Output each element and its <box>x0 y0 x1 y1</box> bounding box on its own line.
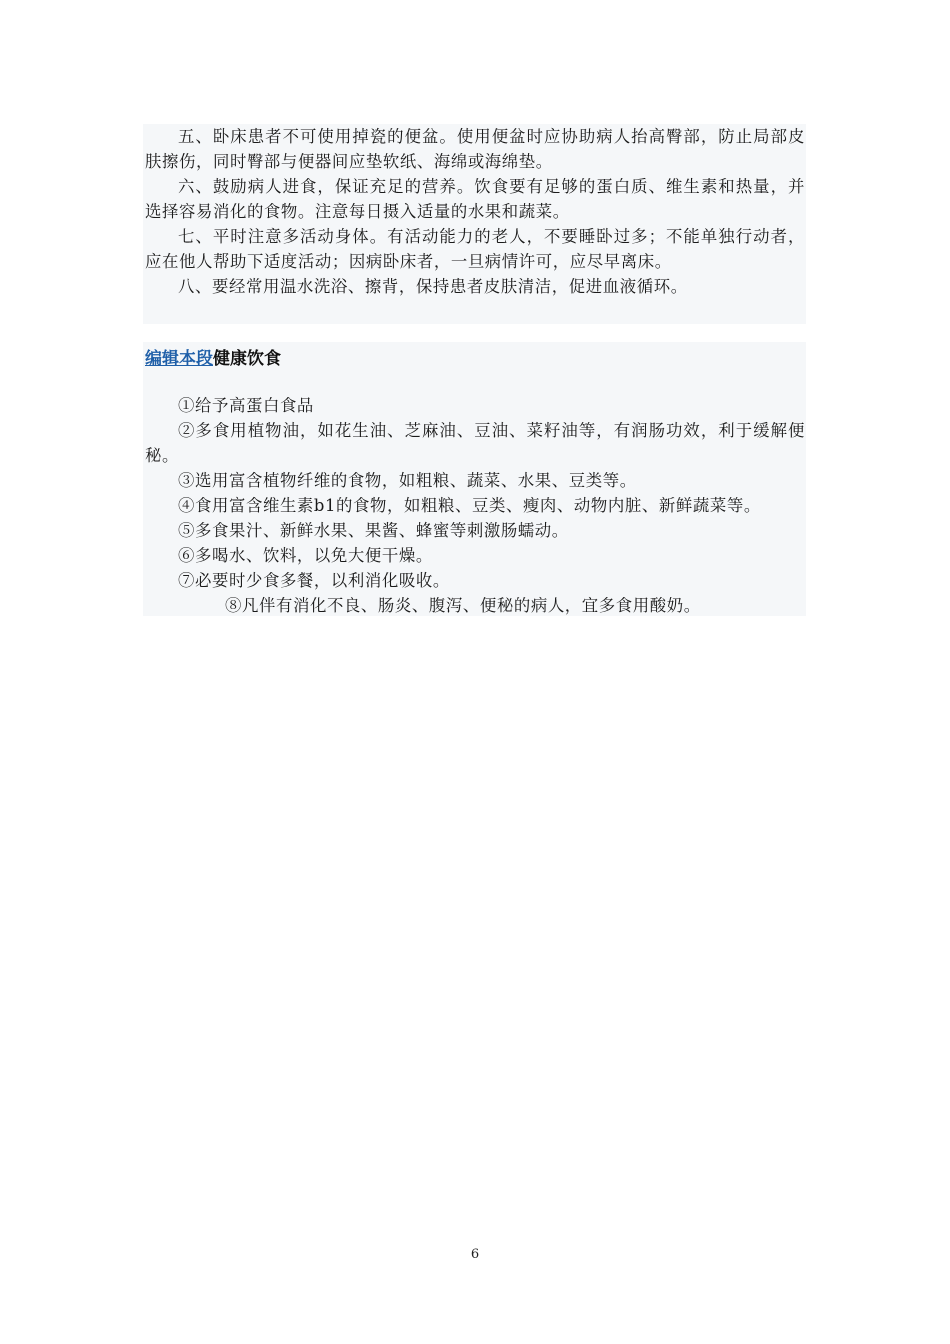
care-item-8: 八、要经常用温水洗浴、擦背，保持患者皮肤清洁，促进血液循环。 <box>178 277 688 296</box>
diet-item-2: ②多食用植物油，如花生油、芝麻油、豆油、菜籽油等，有润肠功效，利于缓解便秘。 <box>145 421 805 465</box>
diet-list <box>145 393 805 618</box>
diet-item-1: ①给予高蛋白食品 <box>178 396 314 415</box>
care-item-6: 六、鼓励病人进食，保证充足的营养。饮食要有足够的蛋白质、维生素和热量，并选择容易消化的食物。注意每日摄入适量的水果和蔬菜。 <box>145 177 805 221</box>
edit-section-link[interactable]: 编辑本段 <box>145 349 213 369</box>
diet-item-3: ③选用富含植物纤维的食物，如粗粮、蔬菜、水果、豆类等。 <box>178 471 637 490</box>
page-number: 6 <box>470 1247 480 1262</box>
section-title: 健康饮食 <box>213 349 281 369</box>
diet-item-8: ⑧凡伴有消化不良、肠炎、腹泻、便秘的病人，宜多食用酸奶。 <box>225 596 701 615</box>
diet-item-5: ⑤多食果汁、新鲜水果、果酱、蜂蜜等刺激肠蠕动。 <box>178 521 569 540</box>
section-heading <box>145 347 281 371</box>
care-item-7: 七、平时注意多活动身体。有活动能力的老人，不要睡卧过多；不能单独行动者，应在他人帮助下适度活动；因病卧床者，一旦病情许可，应尽早离床。 <box>145 227 805 271</box>
diet-item-6: ⑥多喝水、饮料，以免大便干燥。 <box>178 546 433 565</box>
diet-item-7: ⑦必要时少食多餐，以利消化吸收。 <box>178 571 450 590</box>
care-list <box>145 124 805 299</box>
care-item-5: 五、卧床患者不可使用掉瓷的便盆。使用便盆时应协助病人抬高臀部，防止局部皮肤擦伤，同时臀部与便器间应垫软纸、海绵或海绵垫。 <box>145 127 805 171</box>
diet-item-4: ④食用富含维生素b1的食物，如粗粮、豆类、瘦肉、动物内脏、新鲜蔬菜等。 <box>178 496 761 515</box>
